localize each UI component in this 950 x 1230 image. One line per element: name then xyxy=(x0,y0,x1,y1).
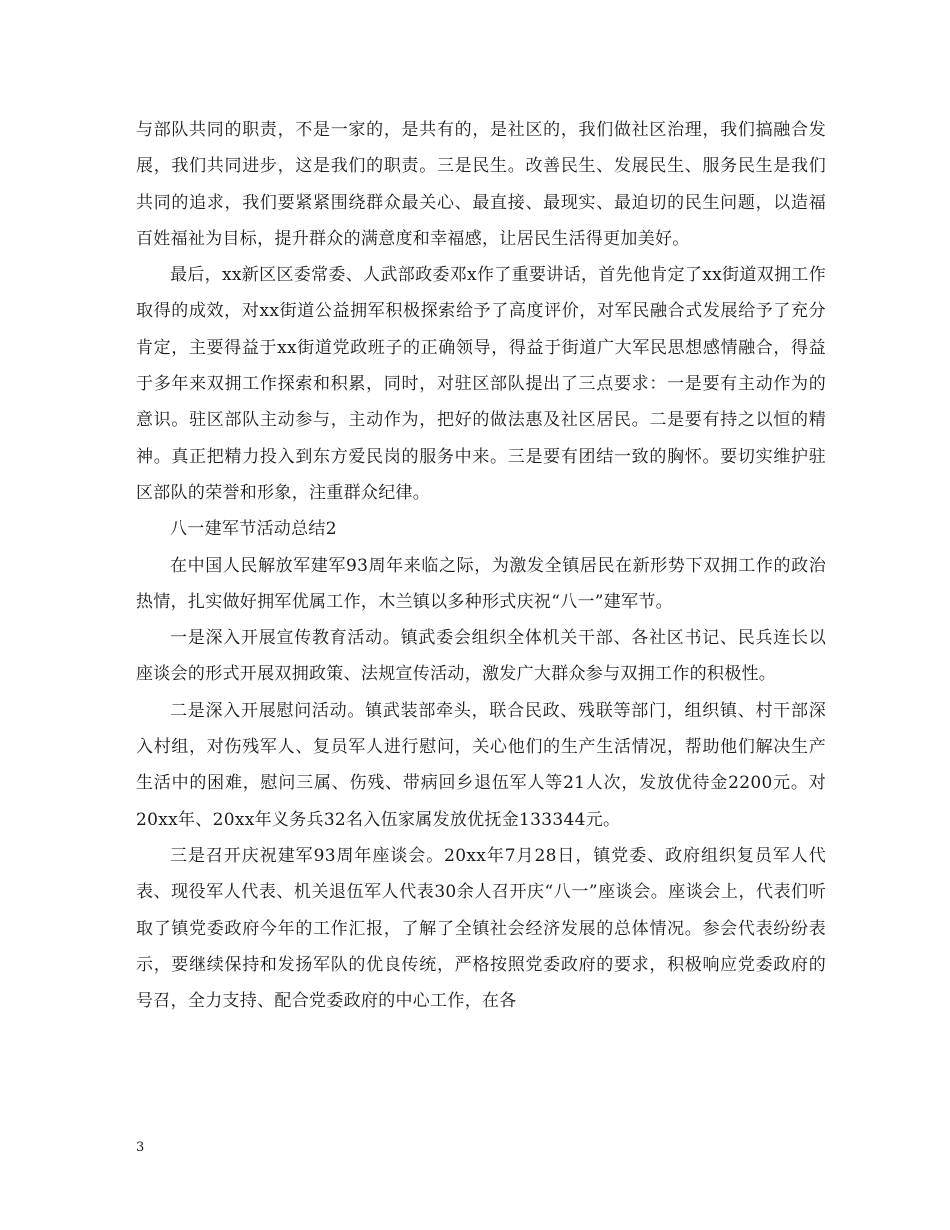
paragraph-visits: 二是深入开展慰问活动。镇武装部牵头，联合民政、残联等部门，组织镇、村干部深入村组，对伤残军人、复员军人进行慰问，关心他们的生产生活情况，帮助他们解决生产生活中的困难，慰问三属、伤残、带病回乡退伍军人等21人次，发放优待金2200元。对20xx年、20xx年义务兵32名入伍家属发放优抚金133344元。 xyxy=(136,700,826,830)
paragraph-publicity: 一是深入开展宣传教育活动。镇武委会组织全体机关干部、各社区书记、民兵连长以座谈会的形式开展双拥政策、法规宣传活动，激发广大群众参与双拥工作的积极性。 xyxy=(136,628,826,685)
document-body xyxy=(136,112,826,1019)
paragraph-continuation: 与部队共同的职责，不是一家的，是共有的，是社区的，我们做社区治理，我们搞融合发展，我们共同进步，这是我们的职责。三是民生。改善民生、发展民生、服务民生是我们共同的追求，我们要紧紧围绕群众最关心、最直接、最现实、最迫切的民生问题，以造福百姓福祉为目标，提升群众的满意度和幸福感，让居民生活得更加美好。 xyxy=(136,120,826,249)
paragraph-intro: 在中国人民解放军建军93周年来临之际，为激发全镇居民在新形势下双拥工作的政治热情，扎实做好拥军优属工作，木兰镇以多种形式庆祝“八一”建军节。 xyxy=(136,555,826,612)
paragraph-closing-speech: 最后，xx新区区委常委、人武部政委邓x作了重要讲话，首先他肯定了xx街道双拥工作取得的成效，对xx街道公益拥军积极探索给予了高度评价，对军民融合式发展给予了充分肯定，主要得益于xx街道党政班子的正确领导，得益于街道广大军民思想感情融合，得益于多年来双拥工作探索和积累，同时，对驻区部队提出了三点要求：一是要有主动作为的意识。驻区部队主动参与，主动作为，把好的做法惠及社区居民。二是要有持之以恒的精神。真正把精力投入到东方爱民岗的服务中来。三是要有团结一致的胸怀。要切实维护驻区部队的荣誉和形象，注重群众纪律。 xyxy=(136,265,826,503)
section-heading: 八一建军节活动总结2 xyxy=(170,519,337,540)
paragraph-forum: 三是召开庆祝建军93周年座谈会。20xx年7月28日，镇党委、政府组织复员军人代表、现役军人代表、机关退伍军人代表30余人召开庆“八一”座谈会。座谈会上，代表们听取了镇党委政府今年的工作汇报，了解了全镇社会经济发展的总体情况。参会代表纷纷表示，要继续保持和发扬军队的优良传统，严格按照党委政府的要求，积极响应党委政府的号召，全力支持、配合党委政府的中心工作，在各 xyxy=(136,845,826,1012)
page-number: 3 xyxy=(136,1140,145,1155)
